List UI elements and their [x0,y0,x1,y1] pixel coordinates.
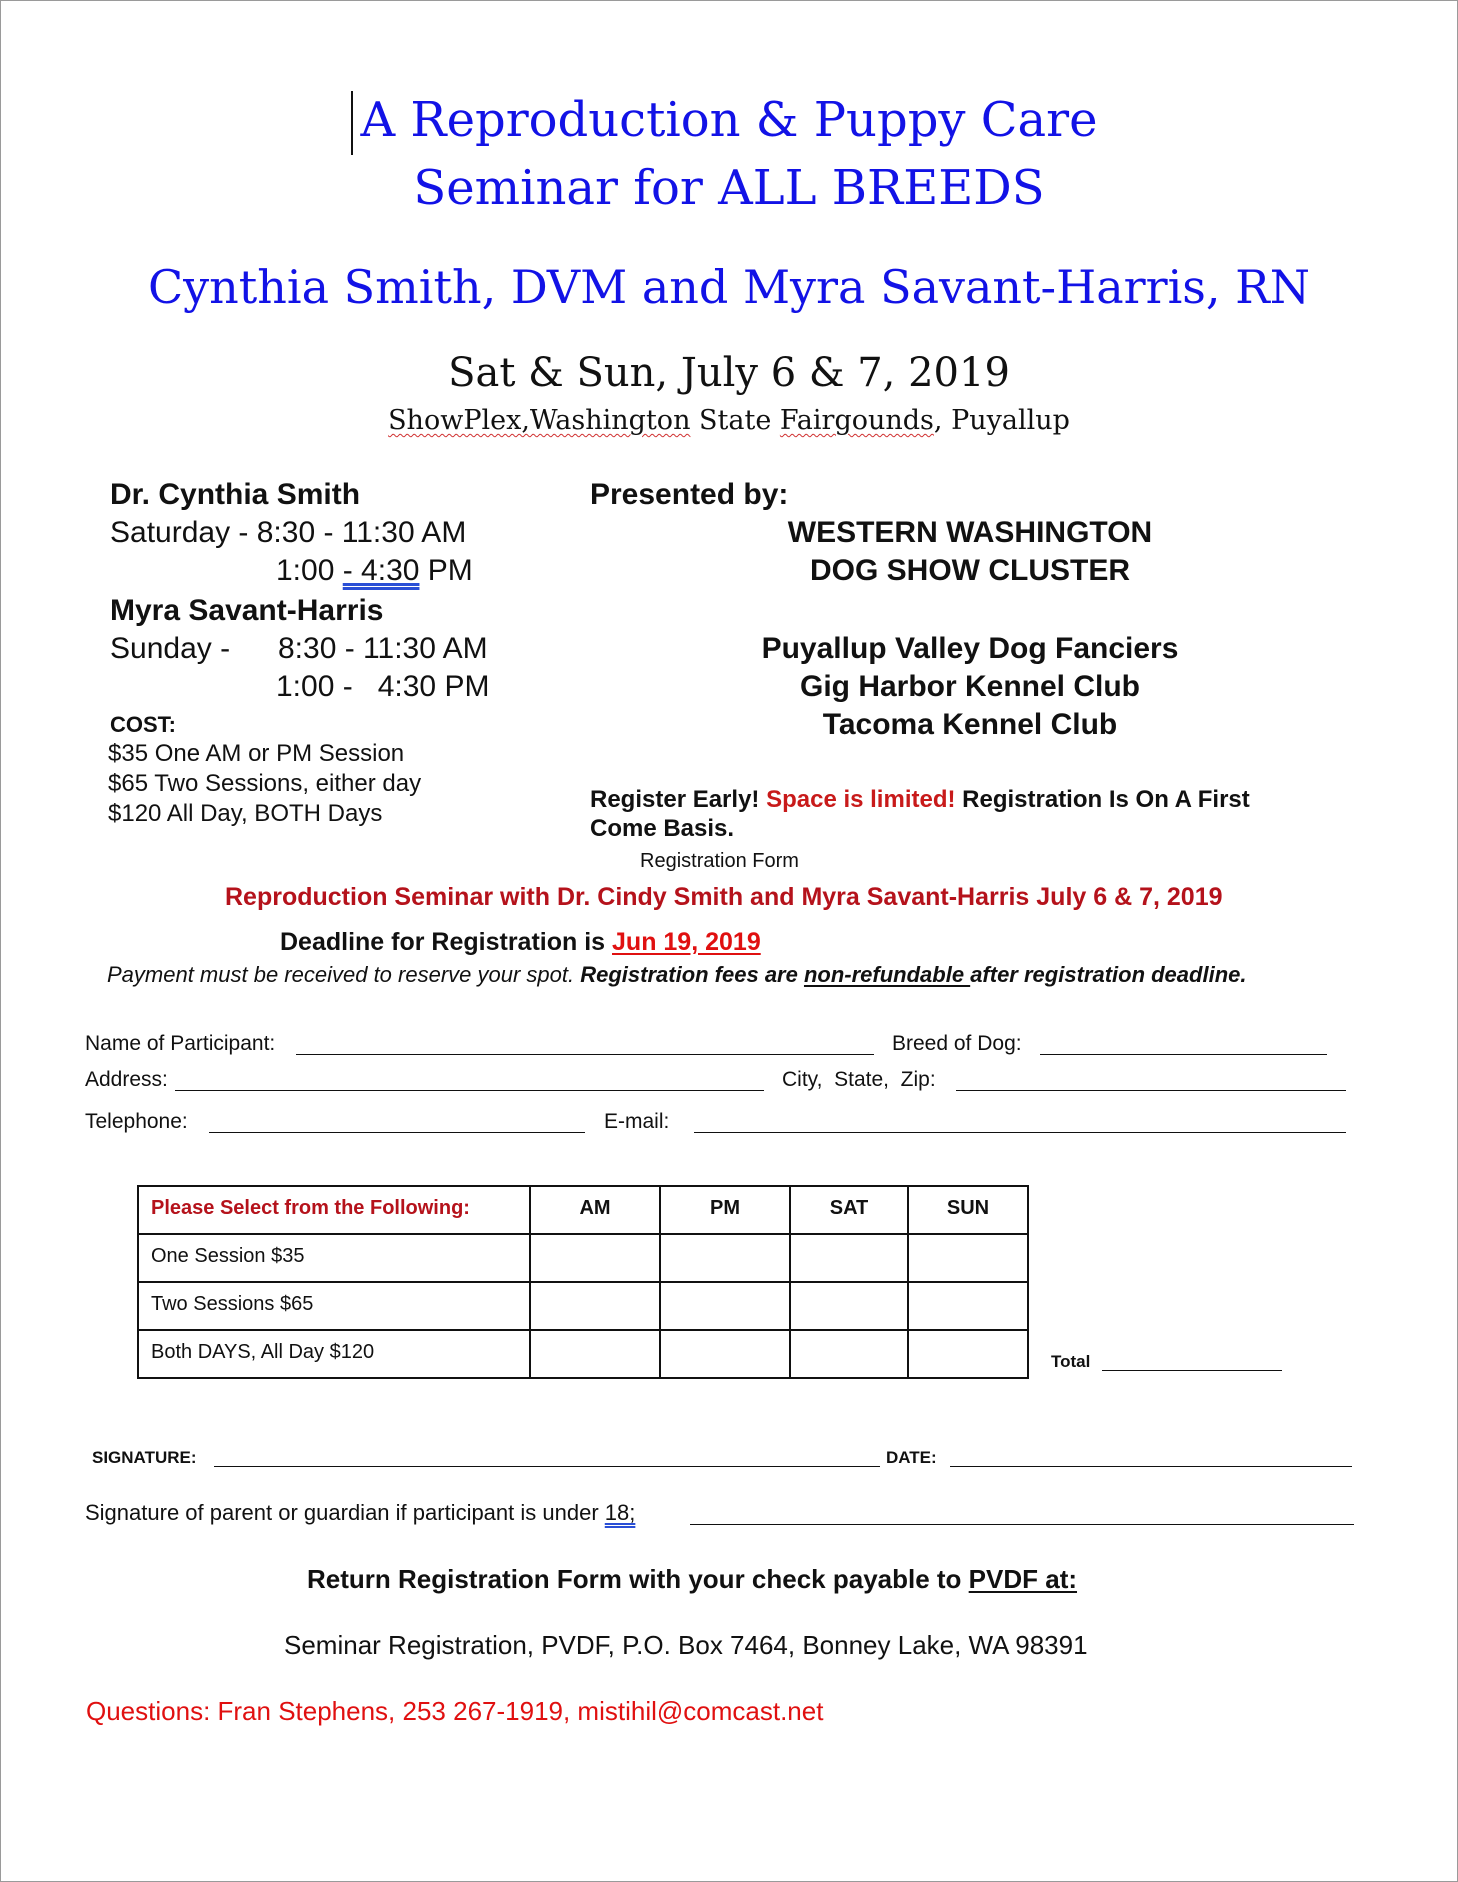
mailing-address: Seminar Registration, PVDF, P.O. Box 7464, Bonney Lake, WA 98391 [284,1630,1088,1660]
signature-field[interactable] [214,1466,880,1467]
city-state-zip-label: City, State, Zip: [782,1068,936,1091]
saturday-pm-suffix: PM [419,554,473,587]
cell-both-am[interactable] [530,1330,660,1378]
venue-part-d: , Puyallup [933,405,1070,436]
cost-item-2: $65 Two Sessions, either day [108,770,422,797]
cell-both-pm[interactable] [660,1330,790,1378]
cell-one-pm[interactable] [660,1234,790,1282]
register-early: Register Early! [590,786,767,813]
deadline-label: Deadline for Registration is [280,928,613,956]
cell-two-sun[interactable] [908,1282,1028,1330]
total-field[interactable] [1102,1370,1282,1371]
sunday-label: Sunday - [110,632,231,665]
total-label: Total [1051,1352,1091,1371]
email-label: E-mail: [604,1110,670,1133]
signature-label: SIGNATURE: [92,1448,197,1467]
date-label: DATE: [886,1448,937,1467]
venue-part-b: State [690,405,780,436]
name-label: Name of Participant: [85,1032,276,1055]
address-label: Address: [85,1068,168,1091]
come-basis: Come Basis. [590,815,735,842]
table-header-select: Please Select from the Following: [138,1186,530,1234]
cell-one-sun[interactable] [908,1234,1028,1282]
session-selection-table [137,1185,1029,1379]
breed-label: Breed of Dog: [892,1032,1022,1055]
return-line [307,1564,1077,1595]
table-header-sun: SUN [908,1186,1028,1234]
cell-two-pm[interactable] [660,1282,790,1330]
cost-item-3: $120 All Day, BOTH Days [108,800,383,827]
organizer-line-1: WESTERN WASHINGTON [787,516,1153,549]
speaker-1-name: Dr. Cynthia Smith [110,478,361,511]
cost-heading: COST: [110,712,176,737]
cell-both-sun[interactable] [908,1330,1028,1378]
seminar-line: Reproduction Seminar with Dr. Cindy Smith and Myra Savant-Harris July 6 & 7, 2019 [225,883,1223,911]
fees-label: Registration fees are [580,962,804,987]
table-header-am: AM [530,1186,660,1234]
sunday-am: 8:30 - 11:30 AM [278,632,488,665]
register-early-line [590,786,1250,814]
city-state-zip-field[interactable] [956,1090,1346,1091]
organizer-line-2: DOG SHOW CLUSTER [810,554,1130,587]
row-label-both-days: Both DAYS, All Day $120 [138,1330,530,1378]
cell-both-sat[interactable] [790,1330,908,1378]
table-header-pm: PM [660,1186,790,1234]
guardian-signature-field[interactable] [690,1524,1354,1525]
cost-item-1: $35 One AM or PM Session [108,740,405,767]
return-label: Return Registration Form with your check payable to [307,1564,969,1594]
space-limited: Space is limited! [766,786,956,813]
club-1: Puyallup Valley Dog Fanciers [761,632,1179,665]
payment-required: Payment must be received to reserve your spot. [107,962,581,987]
presented-by-heading: Presented by: [590,478,789,511]
table-row [138,1282,1028,1330]
table-header-row [138,1186,1028,1234]
saturday-pm-start: 1:00 [276,554,343,587]
guardian-label: Signature of parent or guardian if participant is under [85,1500,605,1525]
return-payee: PVDF at: [968,1564,1078,1594]
payment-notice [107,962,1246,988]
row-label-one-session: One Session $35 [138,1234,530,1282]
club-2: Gig Harbor Kennel Club [799,670,1141,703]
table-row [138,1330,1028,1378]
sunday-pm: 1:00 - 4:30 PM [276,670,490,703]
table-header-sat: SAT [790,1186,908,1234]
deadline-line [280,928,761,957]
cell-one-am[interactable] [530,1234,660,1282]
after-deadline: after registration deadline. [970,962,1247,987]
saturday-pm [276,554,473,588]
name-field[interactable] [296,1054,874,1055]
questions-contact: Questions: Fran Stephens, 253 267-1919, mistihil@comcast.net [86,1696,824,1726]
cell-one-sat[interactable] [790,1234,908,1282]
saturday-am: Saturday - 8:30 - 11:30 AM [110,516,467,549]
telephone-field[interactable] [209,1132,585,1133]
telephone-label: Telephone: [85,1110,188,1133]
address-field[interactable] [175,1090,764,1091]
non-refundable: non-refundable [803,962,971,987]
row-label-two-sessions: Two Sessions $65 [138,1282,530,1330]
title-line-1: A Reproduction & Puppy Care [360,92,1098,148]
venue-part-c: Fairgounds [779,405,934,436]
venue [0,405,1458,436]
speaker-2-name: Myra Savant-Harris [110,594,384,627]
club-3: Tacoma Kennel Club [822,708,1118,741]
saturday-pm-end: - 4:30 [342,554,420,587]
date-field[interactable] [950,1466,1352,1467]
guardian-age: 18; [604,1500,636,1525]
cell-two-sat[interactable] [790,1282,908,1330]
event-dates: Sat & Sun, July 6 & 7, 2019 [448,350,1010,396]
registration-form-label: Registration Form [640,850,799,872]
guardian-line [85,1500,635,1526]
registration-first: Registration Is On A First [955,786,1250,813]
title-line-2: Seminar for ALL BREEDS [413,160,1045,216]
deadline-date: Jun 19, 2019 [612,928,761,956]
speakers-heading: Cynthia Smith, DVM and Myra Savant-Harris, RN [147,260,1311,314]
venue-part-a: ShowPlex,Washington [388,405,691,436]
breed-field[interactable] [1040,1054,1327,1055]
cell-two-am[interactable] [530,1282,660,1330]
email-field[interactable] [694,1132,1346,1133]
table-row [138,1234,1028,1282]
